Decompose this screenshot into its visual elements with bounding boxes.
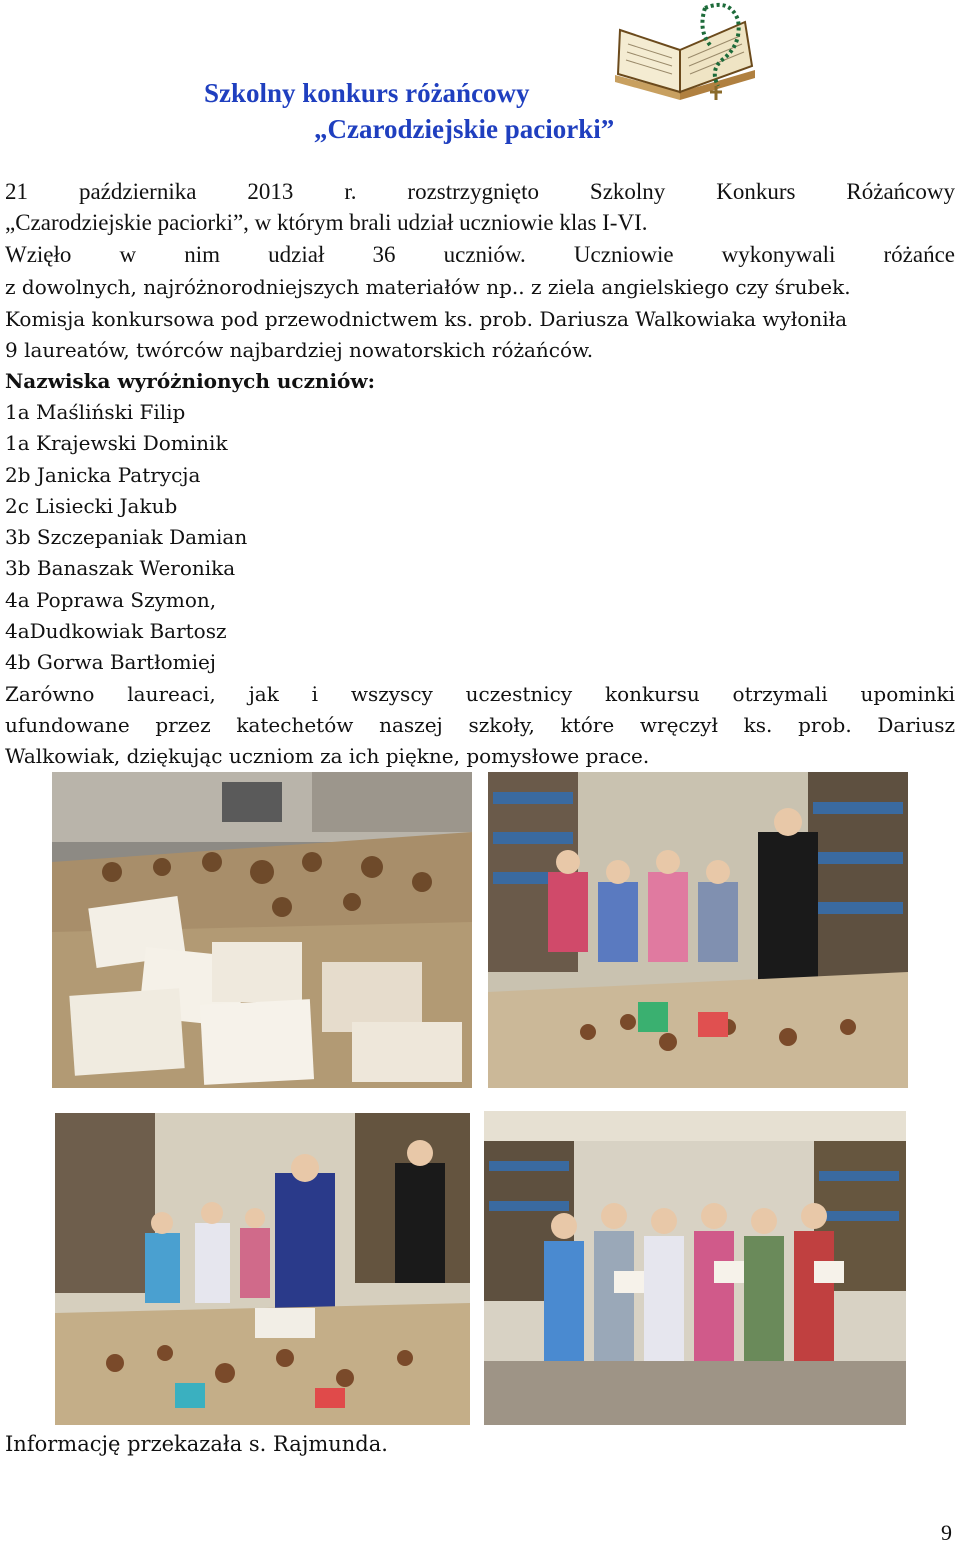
body-line-5: Komisja konkursowa pod przewodnictwem ks. prob. Dariusza Walkowiaka wyłoniła <box>5 307 848 331</box>
page-title-line-1: Szkolny konkurs różańcowy <box>204 78 530 108</box>
winner-7: 4a Poprawa Szymon, <box>5 588 217 612</box>
body-line-2: „Czarodziejskie paciorki”, w którym brali udział uczniowie klas I-VI. <box>5 210 648 235</box>
page-number: 9 <box>941 1520 952 1545</box>
photo-students-diplomas <box>484 1111 906 1425</box>
photo-students-library <box>488 772 908 1088</box>
open-book-rosary-icon <box>610 0 760 110</box>
body-line-3: Wzięło w nim udział 36 uczniów. Uczniowie wykonywali różańce <box>5 242 955 267</box>
body-line-4: z dowolnych, najróżnorodniejszych materiałów np.. z ziela angielskiego czy śrubek. <box>5 275 851 299</box>
closing-line-2: ufundowane przez katechetów naszej szkoły, które wręczył ks. prob. Dariusz <box>5 713 955 737</box>
winner-1: 1a Maśliński Filip <box>5 400 186 424</box>
photo-nun-with-students <box>55 1113 470 1425</box>
closing-line-3: Walkowiak, dziękując uczniom za ich piękne, pomysłowe prace. <box>5 744 650 768</box>
body-line-1: 21 października 2013 r. rozstrzygnięto Szkolny Konkurs Różańcowy <box>5 179 955 204</box>
winner-8: 4aDudkowiak Bartosz <box>5 619 227 643</box>
winner-9: 4b Gorwa Bartłomiej <box>5 650 217 674</box>
winner-6: 3b Banaszak Weronika <box>5 556 236 580</box>
photo-rosaries-table <box>52 772 472 1088</box>
closing-line-1: Zarówno laureaci, jak i wszyscy uczestnicy konkursu otrzymali upominki <box>5 682 955 706</box>
winner-2: 1a Krajewski Dominik <box>5 431 228 455</box>
body-line-6: 9 laureatów, twórców najbardziej nowatorskich różańców. <box>5 338 594 362</box>
page-title-line-2: „Czarodziejskie paciorki” <box>314 114 615 144</box>
winner-3: 2b Janicka Patrycja <box>5 463 201 487</box>
author-note: Informację przekazała s. Rajmunda. <box>5 1432 388 1456</box>
winners-heading: Nazwiska wyróżnionych uczniów: <box>5 369 375 393</box>
winner-5: 3b Szczepaniak Damian <box>5 525 248 549</box>
winner-4: 2c Lisiecki Jakub <box>5 494 178 518</box>
